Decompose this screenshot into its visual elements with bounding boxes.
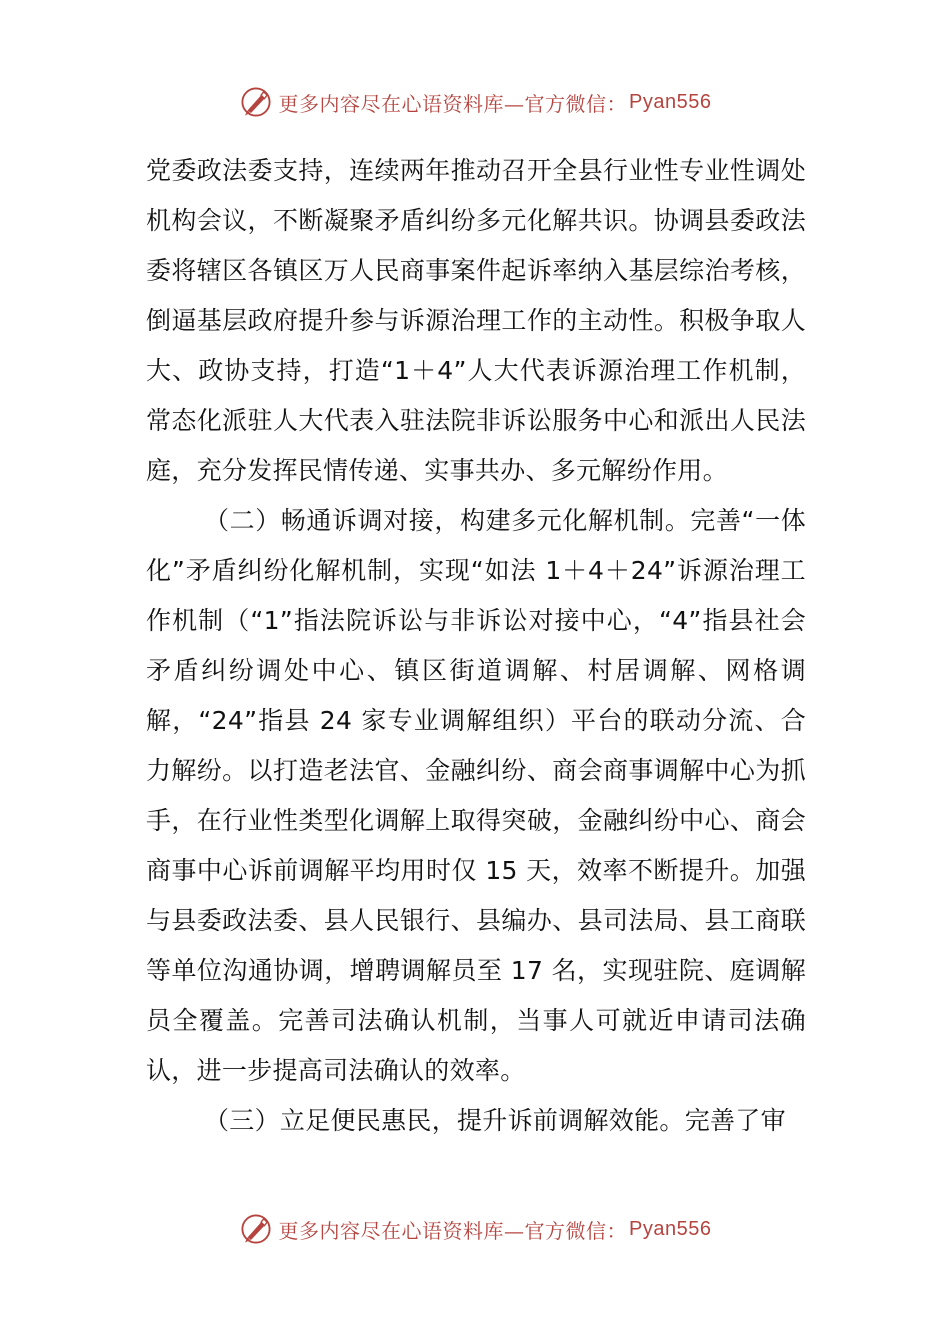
footer-banner: [0, 1207, 950, 1251]
body-text: [146, 146, 806, 1146]
header-banner: [0, 80, 950, 124]
paragraph-3: （三）立足便民惠民，提升诉前调解效能。完善了审: [204, 1106, 786, 1135]
paragraph-2: （二）畅通诉调对接，构建多元化解机制。完善“一体化”矛盾纠纷化解机制，实现“如法 1＋4＋24”诉源治理工作机制（“1”指法院诉讼与非诉讼对接中心，“4”指县社会矛盾纠纷调处中心、镇区街道调解、村居调解、网格调解，“24”指县 24 家专业调解组织）平台的联动分流、合力解纷。以打造老法官、金融纠纷、商会商事调解中心为抓手，在行业性类型化调解上取得突破，金融纠纷中心、商会商事中心诉前调解平均用时仅 15 天，效率不断提升。加强与县委政法委、县人民银行、县编办、县司法局、县工商联等单位沟通协调，增聘调解员至 17 名，实现驻院、庭调解员全覆盖。完善司法确认机制，当事人可就近申请司法确认，进一步提高司法确认的效率。: [146, 506, 806, 1085]
pen-nib-logo-icon: [239, 85, 273, 119]
paragraph-1: 党委政法委支持，连续两年推动召开全县行业性专业性调处机构会议，不断凝聚矛盾纠纷多元化解共识。协调县委政法委将辖区各镇区万人民商事案件起诉率纳入基层综治考核，倒逼基层政府提升参与诉源治理工作的主动性。积极争取人大、政协支持，打造“1＋4”人大代表诉源治理工作机制，常态化派驻人大代表入驻法院非诉讼服务中心和派出人民法庭，充分发挥民情传递、实事共办、多元解纷作用。: [146, 156, 806, 485]
footer-banner-text: 更多内容尽在心语资料库—官方微信：: [278, 1218, 628, 1243]
header-banner-wechat: Pyan556: [629, 90, 712, 113]
footer-banner-wechat: Pyan556: [629, 1217, 712, 1240]
header-banner-text: 更多内容尽在心语资料库—官方微信：: [278, 91, 628, 116]
pen-nib-logo-icon: [239, 1212, 273, 1246]
